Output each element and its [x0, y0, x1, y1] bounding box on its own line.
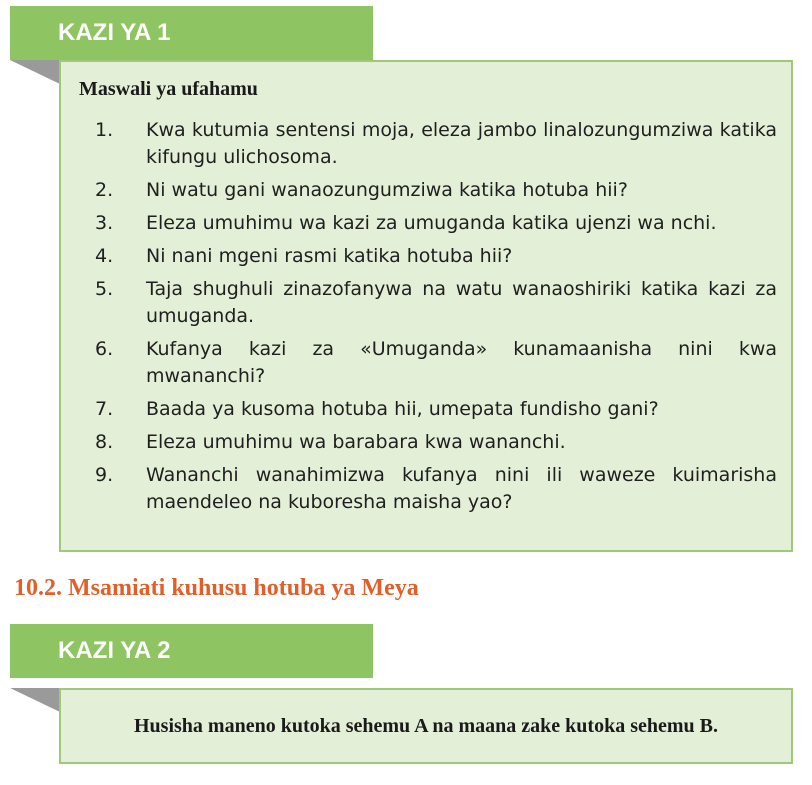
- question-number: 7.: [95, 398, 114, 420]
- question-number: 4.: [95, 245, 114, 267]
- question-text: Kwa kutumia sentensi moja, eleza jambo linalozungumziwa katika kifungu ulichosoma.: [146, 119, 777, 168]
- question-item: [95, 462, 777, 516]
- activity-1-box-title: Maswali ya ufahamu: [79, 78, 258, 100]
- question-text: Kufanya kazi za «Umuganda» kunamaanisha nini kwa mwananchi?: [146, 338, 777, 387]
- activity-1-box: [59, 60, 793, 552]
- question-text: Taja shughuli zinazofanywa na watu wanaoshiriki katika kazi za umuganda.: [146, 278, 777, 327]
- question-text: Ni watu gani wanaozungumziwa katika hotuba hii?: [146, 179, 628, 201]
- question-item: [95, 396, 777, 423]
- activity-1-tab-label: KAZI YA 1: [58, 19, 171, 46]
- question-item: [95, 210, 777, 237]
- activity-2-tab-fold: [10, 688, 60, 712]
- question-item: [95, 117, 777, 171]
- question-number: 3.: [95, 212, 114, 234]
- activity-2-tab: [10, 624, 373, 678]
- question-number: 8.: [95, 431, 114, 453]
- question-item: [95, 243, 777, 270]
- question-number: 9.: [95, 464, 114, 486]
- activity-2-instruction: Husisha maneno kutoka sehemu A na maana zake kutoka sehemu B.: [133, 714, 718, 737]
- activity-1-tab: [10, 6, 373, 60]
- question-number: 2.: [95, 179, 114, 201]
- questions-list: [95, 117, 777, 522]
- question-item: [95, 276, 777, 330]
- question-text: Eleza umuhimu wa barabara kwa wananchi.: [146, 431, 566, 453]
- activity-1-tab-fold: [10, 60, 60, 84]
- section-heading: 10.2. Msamiati kuhusu hotuba ya Meya: [14, 575, 419, 601]
- question-text: Baada ya kusoma hotuba hii, umepata fundisho gani?: [146, 398, 659, 420]
- activity-2-box: [59, 688, 793, 764]
- question-text: Ni nani mgeni rasmi katika hotuba hii?: [146, 245, 513, 267]
- question-number: 6.: [95, 338, 114, 360]
- question-number: 5.: [95, 278, 114, 300]
- activity-2-tab-label: KAZI YA 2: [58, 637, 171, 664]
- question-item: [95, 177, 777, 204]
- question-text: Wananchi wanahimizwa kufanya nini ili waweze kuimarisha maendeleo na kuboresha maisha yao?: [146, 464, 777, 513]
- question-item: [95, 336, 777, 390]
- question-text: Eleza umuhimu wa kazi za umuganda katika ujenzi wa nchi.: [146, 212, 717, 234]
- question-number: 1.: [95, 119, 114, 141]
- question-item: [95, 429, 777, 456]
